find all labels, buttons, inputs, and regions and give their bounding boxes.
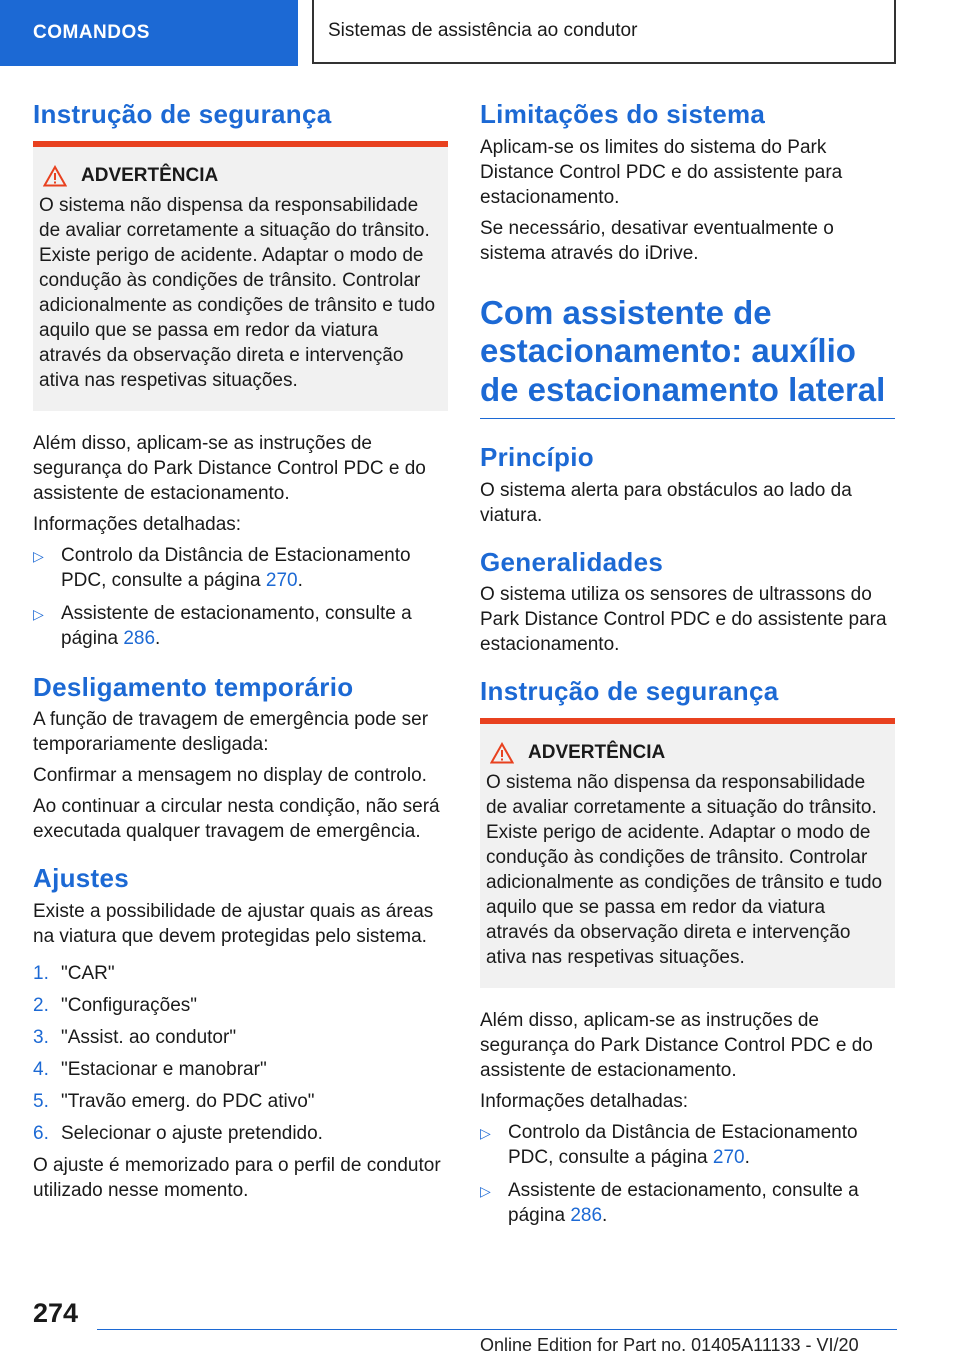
step-item: 6. Selecionar o ajuste pretendido. — [33, 1122, 323, 1144]
steps-list — [33, 961, 448, 1146]
warning-triangle-icon — [43, 165, 67, 187]
triangle-bullet-icon: ▷ — [33, 605, 44, 622]
step-item: 2. "Configurações" — [33, 994, 198, 1016]
edition-note: Online Edition for Part no. 01405A11133 - VI/20 — [480, 1335, 859, 1355]
heading-safety: Instrução de segurança — [33, 99, 332, 129]
page-link[interactable]: 270 — [712, 1146, 745, 1168]
paragraph: O ajuste é memorizado para o perfil de condutor utilizado nesse momento. — [33, 1154, 441, 1201]
heading-temporary-deactivation: Desligamento temporário — [33, 671, 354, 702]
paragraph: O sistema alerta para obstáculos ao lado da viatura. — [480, 479, 852, 526]
list-item: ▷ Controlo da Distância de Estacionamento PDC, consulte a página 270. — [33, 544, 411, 591]
heading-rule — [480, 418, 895, 419]
triangle-bullet-icon: ▷ — [480, 1182, 491, 1199]
triangle-bullet-icon: ▷ — [480, 1124, 491, 1141]
heading-main: Com assistente de estacionamento: auxílio de estacionamento lateral — [480, 293, 886, 409]
step-item: 4. "Estacionar e manobrar" — [33, 1058, 267, 1080]
paragraph: A função de travagem de emergência pode ser temporariamente desligada: — [33, 709, 429, 755]
step-item: 3. "Assist. ao condutor" — [33, 1026, 237, 1048]
paragraph: Se necessário, desativar eventualmente o sistema através do iDrive. — [480, 217, 834, 264]
right-column — [480, 98, 895, 1236]
reference-list — [33, 543, 448, 651]
paragraph: Existe a possibilidade de ajustar quais as áreas na viatura que devem protegidas pelo sistema. — [33, 900, 434, 947]
paragraph: Informações detalhadas: — [33, 513, 242, 535]
heading-settings: Ajustes — [33, 863, 130, 893]
page-header — [0, 0, 960, 66]
heading-safety: Instrução de segurança — [480, 676, 779, 707]
list-item: ▷ Controlo da Distância de Estacionamento PDC, consulte a página 270. — [480, 1121, 858, 1168]
paragraph: Ao continuar a circular nesta condição, não será executada qualquer travagem de emergência. — [33, 796, 440, 842]
heading-limitations: Limitações do sistema — [480, 99, 766, 129]
step-item: 5. "Travão emerg. do PDC ativo" — [33, 1090, 315, 1112]
warning-triangle-icon — [490, 742, 514, 764]
warning-box — [33, 141, 448, 411]
page-link[interactable]: 286 — [123, 627, 156, 649]
page-number: 274 — [33, 1298, 79, 1328]
heading-general: Generalidades — [480, 546, 664, 577]
warning-title: ADVERTÊNCIA — [528, 741, 666, 763]
reference-list — [480, 1120, 895, 1228]
paragraph: O sistema utiliza os sensores de ultrassons do Park Distance Control PDC e do assistente para estacionamento. — [480, 584, 887, 656]
list-item: ▷ Assistente de estacionamento, consulte a página 286. — [480, 1179, 859, 1226]
chapter-tab: COMANDOS — [0, 0, 298, 66]
footer-rule — [97, 1329, 897, 1330]
list-item: ▷ Assistente de estacionamento, consulte a página 286. — [33, 602, 412, 649]
page-link[interactable]: 286 — [570, 1204, 603, 1226]
left-column — [33, 98, 448, 1209]
paragraph: Confirmar a mensagem no display de controlo. — [33, 765, 427, 786]
warning-box — [480, 718, 895, 988]
step-item: 1. "CAR" — [33, 962, 115, 984]
paragraph: Aplicam-se os limites do sistema do Park Distance Control PDC e do assistente para estacionamento. — [480, 136, 843, 208]
warning-title: ADVERTÊNCIA — [81, 164, 219, 186]
paragraph: Além disso, aplicam-se as instruções de segurança do Park Distance Control PDC e do assistente de estacionamento. — [480, 1009, 873, 1081]
paragraph: Informações detalhadas: — [480, 1090, 689, 1112]
paragraph: Além disso, aplicam-se as instruções de segurança do Park Distance Control PDC e do assistente de estacionamento. — [33, 432, 426, 504]
section-title: Sistemas de assistência ao condutor — [312, 0, 896, 64]
heading-principle: Princípio — [480, 442, 594, 473]
warning-text: O sistema não dispensa da responsabilidade de avaliar corretamente a situação do trânsito. Existe perigo de acidente. Adaptar o modo de condução às condições de trânsito. Controlar adicionalmente as condições de trânsito e tudo aquilo que se passa em redor da viatura através da observação direta e intervenção ativa nas respetivas situações. — [486, 771, 883, 968]
page-link[interactable]: 270 — [265, 569, 298, 591]
triangle-bullet-icon: ▷ — [33, 547, 44, 564]
warning-text: O sistema não dispensa da responsabilidade de avaliar corretamente a situação do trânsito. Existe perigo de acidente. Adaptar o modo de condução às condições de trânsito. Controlar adicionalmente as condições de trânsito e tudo aquilo que se passa em redor da viatura através da observação direta e intervenção ativa nas respetivas situações. — [39, 194, 436, 391]
